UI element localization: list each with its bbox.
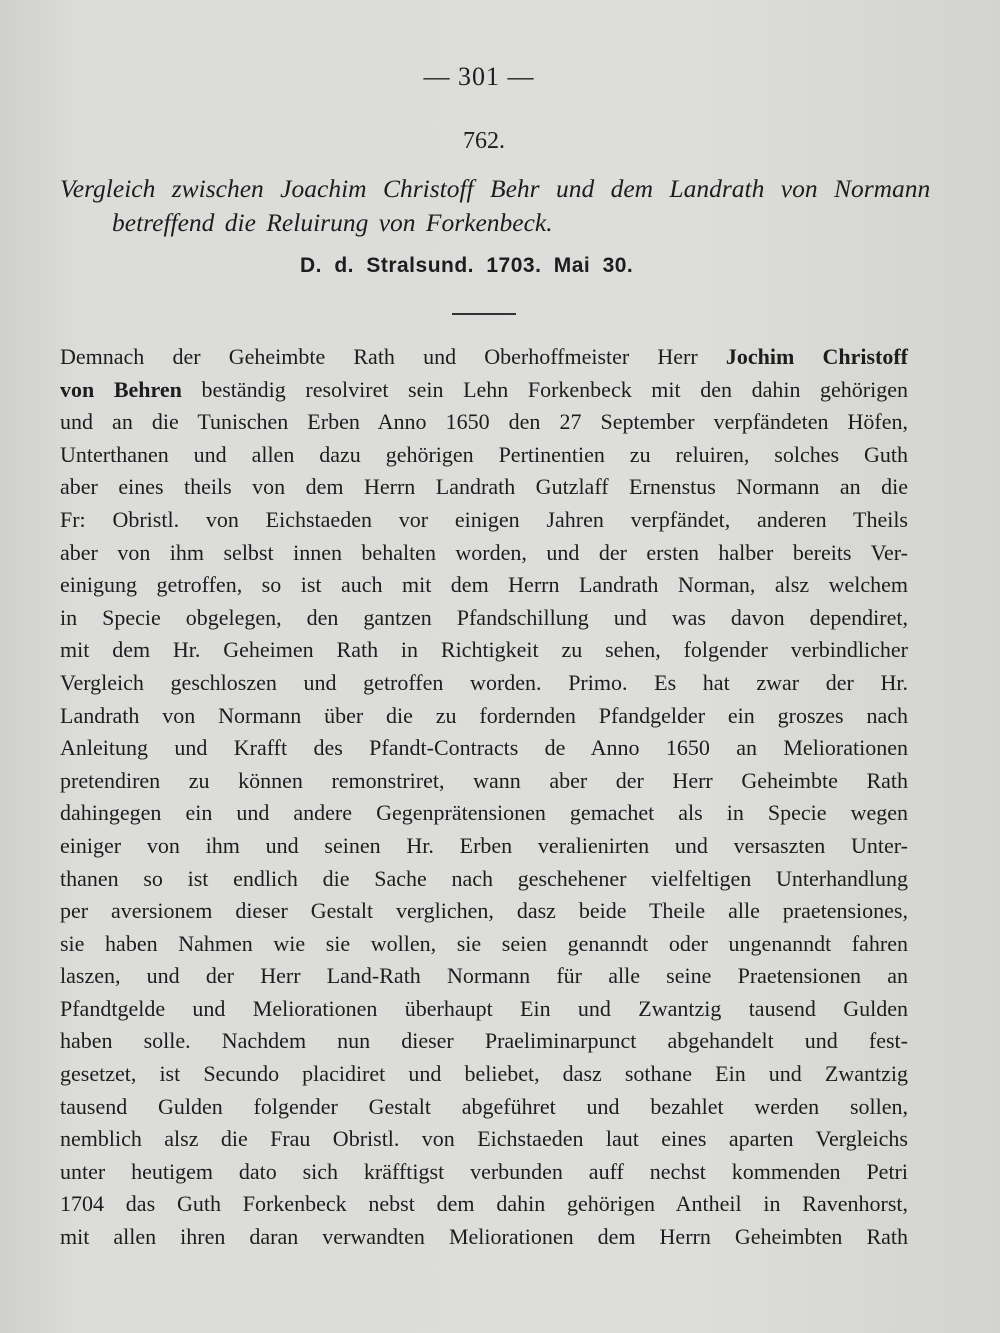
body-line: per aversionem dieser Gestalt verglichen, dasz beide Theile alle praetensiones, [60,898,908,924]
body-line: tausend Gulden folgender Gestalt abgeführet und bezahlet werden sollen, [60,1093,908,1119]
body-line: unter heutigem dato sich kräfftigst verbunden auff nechst kommenden Petri [60,1158,908,1184]
body-line-2 [60,374,908,407]
body-line: Pfandtgelde und Meliorationen überhaupt Ein und Zwantzig tausend Gulden [60,995,908,1021]
heading-line-1: Vergleich zwischen Joachim Christoff Behr und dem Landrath von Normann [60,174,931,203]
body-line: in Specie obgelegen, den gantzen Pfandschillung und was davon dependiret, [60,604,908,630]
heading-line-2: betreffend die Reluirung von Forkenbeck. [112,208,553,237]
body-line: Landrath von Normann über die zu fordernden Pfandgelder ein groszes nach [60,702,908,728]
body-line: Unterthanen und allen dazu gehörigen Pertinentien zu reluiren, solches Guth [60,441,908,467]
body-line: einigung getroffen, so ist auch mit dem Herrn Landrath Norman, alsz welchem [60,572,908,598]
body-line: gesetzet, ist Secundo placidiret und beliebet, dasz sothane Ein und Zwantzig [60,1061,908,1087]
person-name-part-1: Jochim Christoff [725,344,909,369]
body-line: nemblich alsz die Frau Obristl. von Eichstaeden laut eines aparten Vergleichs [60,1126,908,1152]
dateline: D. d. Stralsund. 1703. Mai 30. [300,254,634,277]
body-line-2-rest: beständig resolviret sein Lehn Forkenbeck mit den dahin gehörigen [201,376,909,402]
body-line: mit allen ihren daran verwandten Meliorationen dem Herrn Geheimbten Rath [60,1224,908,1250]
body-line: 1704 das Guth Forkenbeck nebst dem dahin gehörigen Antheil in Ravenhorst, [60,1191,908,1217]
body-line: einiger von ihm und seinen Hr. Erben veralienirten und versaszten Unter- [60,832,908,858]
body-line: dahingegen ein und andere Gegenprätensionen gemachet als in Specie wegen [60,800,908,826]
document-heading [60,172,931,240]
body-line: sie haben Nahmen wie sie wollen, sie seien genanndt oder ungenanndt fahren [60,930,908,956]
body-line: haben solle. Nachdem nun dieser Praeliminarpunct abgehandelt und fest- [60,1028,908,1054]
body-line: Anleitung und Krafft des Pfandt-Contracts de Anno 1650 an Meliorationen [60,735,908,761]
separator-rule [452,313,516,315]
body-text [60,341,908,1254]
body-line: mit dem Hr. Geheimen Rath in Richtigkeit zu sehen, folgender verbindlicher [60,637,908,663]
body-line: Fr: Obristl. von Eichstaeden vor einigen Jahren verpfändet, anderen Theils [60,506,908,532]
body-line-1 [60,341,908,374]
body-line: thanen so ist endlich die Sache nach geschehener vielfeltigen Unterhandlung [60,865,908,891]
body-line: aber von ihm selbst innen behalten worden, und der ersten halber bereits Ver- [60,539,908,565]
body-line: Vergleich geschloszen und getroffen worden. Primo. Es hat zwar der Hr. [60,669,908,695]
body-line: und an die Tunischen Erben Anno 1650 den 27 September verpfändeten Höfen, [60,409,908,435]
document-number: 762. [463,128,505,154]
page-number: — 301 — [423,62,535,91]
body-line: aber eines theils von dem Herrn Landrath Gutzlaff Ernenstus Normann an die [60,474,908,500]
body-line: laszen, und der Herr Land-Rath Normann für alle seine Praetensionen an [60,963,908,989]
person-name-part-2: von Behren [60,376,182,402]
body-line-1-start: Demnach der Geheimbte Rath und Oberhoffmeister Herr [60,344,698,369]
body-line: pretendiren zu können remonstriret, wann aber der Herr Geheimbte Rath [60,767,908,793]
